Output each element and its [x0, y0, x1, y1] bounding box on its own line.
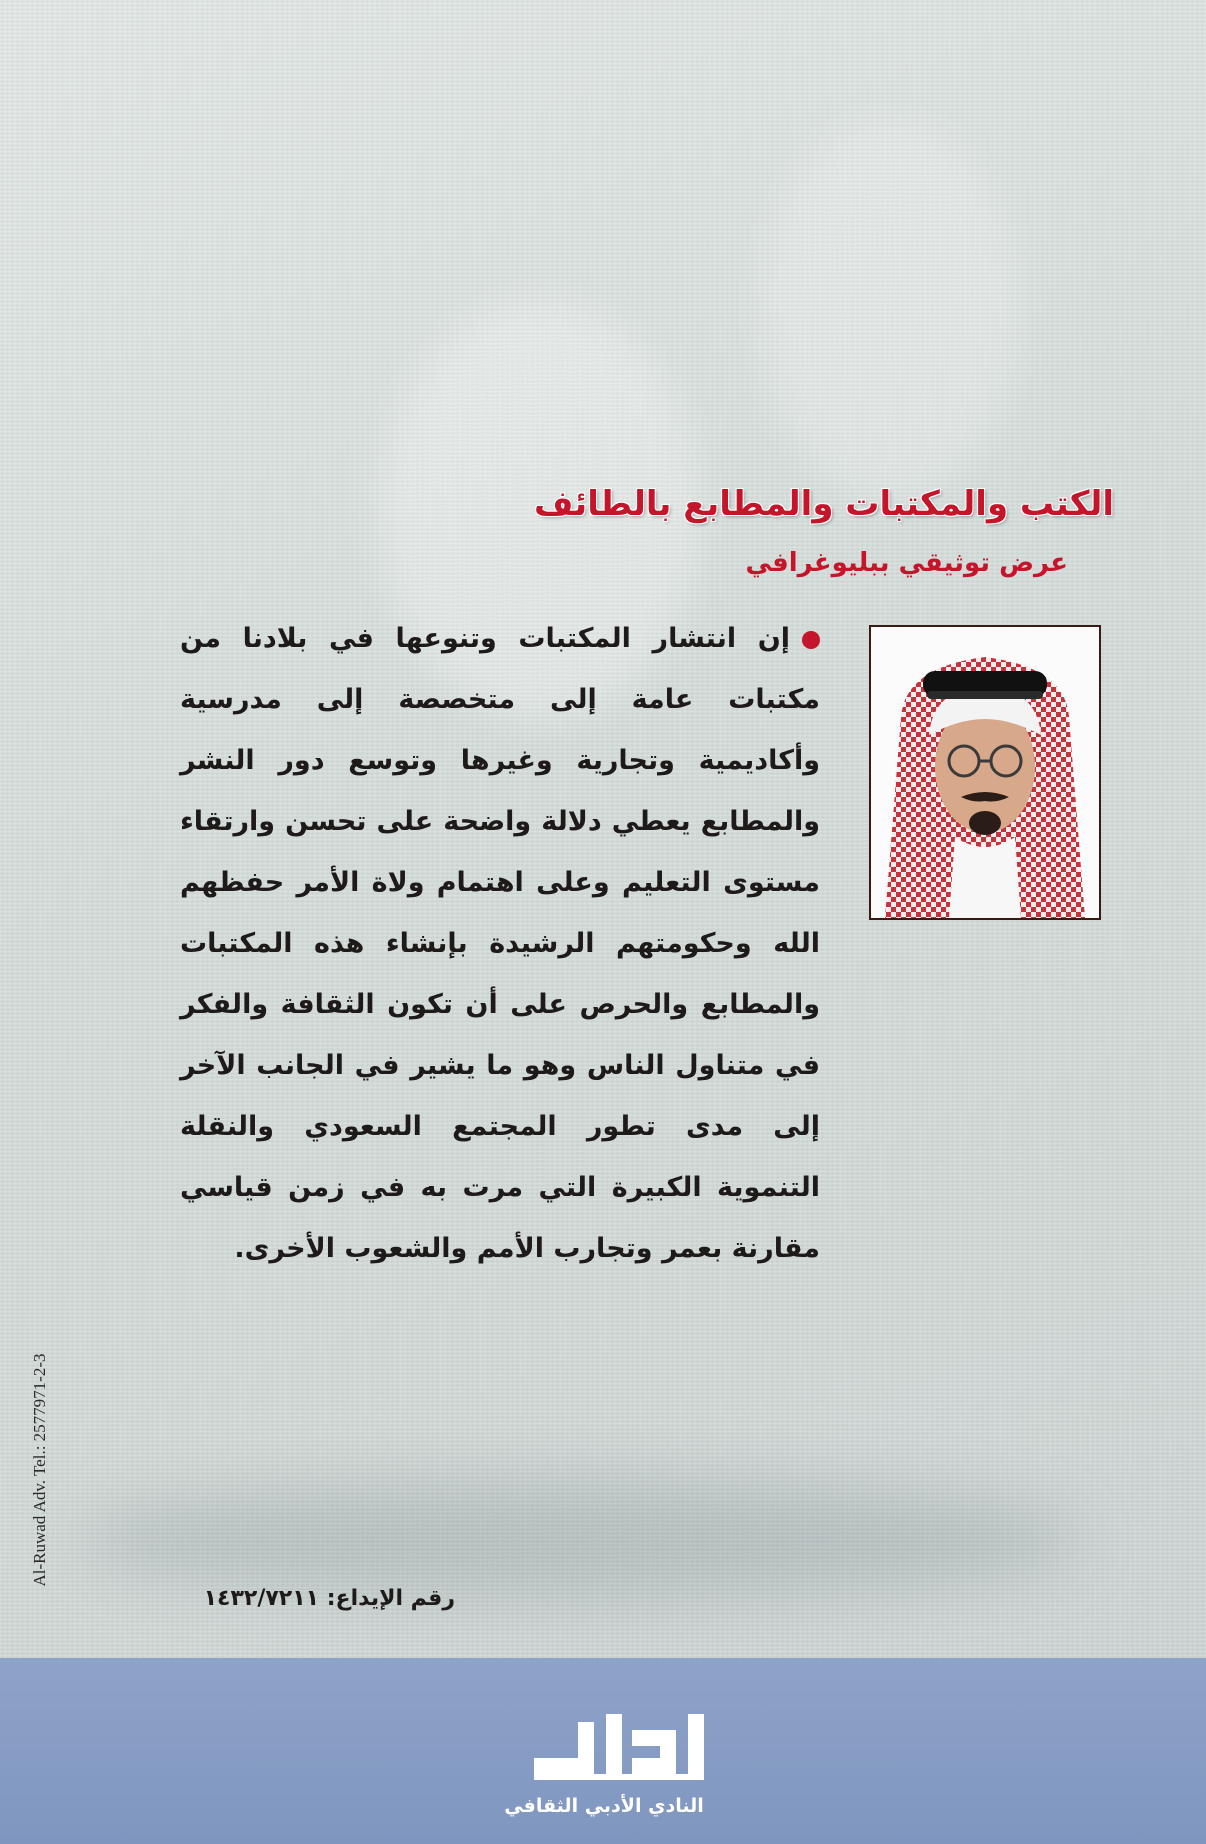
- author-portrait-illustration: [871, 627, 1099, 918]
- bullet-dot-icon: [802, 631, 820, 649]
- book-title: الكتب والمكتبات والمطابع بالطائف: [533, 484, 1114, 524]
- printer-credit: Al-Ruwad Adv. Tel.: 2577971-2-3: [30, 1353, 49, 1587]
- publisher-name: النادي الأدبي الثقافي: [504, 1795, 704, 1817]
- book-description: [180, 608, 820, 1279]
- background-silhouette: [760, 120, 1020, 500]
- background-shadow: [80, 1480, 1080, 1600]
- book-subtitle: عرض توثيقي ببليوغرافي: [745, 548, 1068, 578]
- deposit-number: رقم الإيداع: ١٤٣٢/٧٢١١: [203, 1586, 455, 1611]
- book-description-text: إن انتشار المكتبات وتنوعها في بلادنا من مكتبات عامة إلى متخصصة إلى مدرسية وأكاديمية وتجارية وغيرها وتوسع دور النشر والمطابع يعطي دلالة واضحة على تحسن وارتقاء مستوى التعليم وعلى اهتمام ولاة الأمر حفظهم الله وحكومتهم الرشيدة بإنشاء هذه المكتبات والمطابع والحرص على أن تكون الثقافة والفكر في متناول الناس وهو ما يشير في الجانب الآخر إلى مدى تطور المجتمع السعودي والنقلة التنموية الكبيرة التي مرت به في زمن قياسي مقارنة بعمر وتجارب الأمم والشعوب الأخرى.: [180, 623, 820, 1264]
- author-photo: [869, 625, 1101, 920]
